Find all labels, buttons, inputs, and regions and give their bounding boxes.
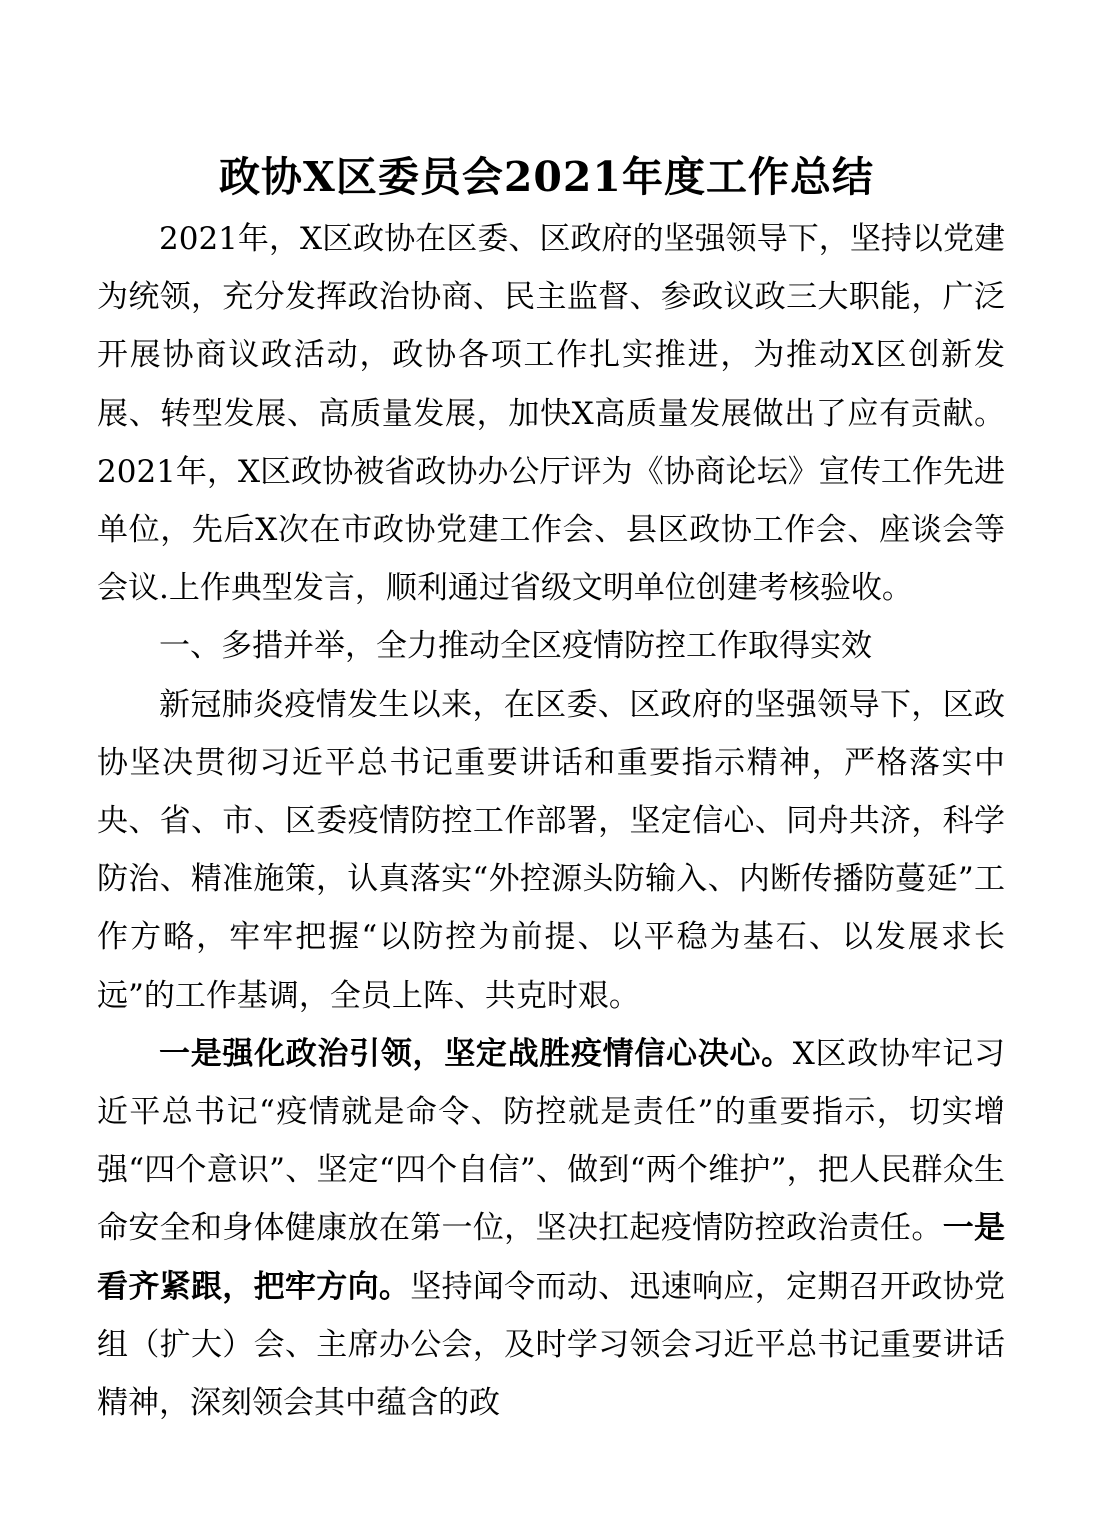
point-1-text: X区政协牢记习近平总书记“疫情就是命令、防控就是责任”的重要指示，切实增强“四个意识”、坚定“四个自信”、做到“两个维护”，把人民群众生命安全和身体健康放在第一位，坚决扛起疫情防控政治责任。 (97, 1035, 1006, 1247)
section-heading-1: 一、多措并举，全力推动全区疫情防控工作取得实效 (159, 628, 872, 665)
point-1-sub-bold-lead: 一是看齐紧跟，把牢方向。 (97, 1210, 1006, 1305)
point-1-sub-text: 坚持闻令而动、迅速响应，定期召开政协党组（扩大）会、主席办公会，及时学习领会习近平总书记重要讲话精神，深刻领会其中蕴含的政 (97, 1268, 1006, 1422)
intro-paragraph: 2021年，X区政协在区委、区政府的坚强领导下，坚持以党建为统领，充分发挥政治协商、民主监督、参政议政三大职能，广泛开展协商议政活动，政协各项工作扎实推进，为推动X区创新发展、转型发展、高质量发展，加快X高质量发展做出了应有贡献。2021年，X区政协被省政协办公厅评为《协商论坛》宣传工作先进单位，先后X次在市政协党建工作会、县区政协工作会、座谈会等会议.上作典型发言，顺利通过省级文明单位创建考核验收。 (97, 221, 1005, 607)
point-1-paragraph (97, 1025, 1005, 1432)
point-1-bold-lead: 一是强化政治引领，坚定战胜疫情信心决心。 (159, 1035, 793, 1072)
document-title: 政协X区委员会2021年度工作总结 (219, 153, 874, 201)
document-body (97, 210, 1005, 1432)
section-1-paragraph: 新冠肺炎疫情发生以来，在区委、区政府的坚强领导下，区政协坚决贯彻习近平总书记重要讲话和重要指示精神，严格落实中央、省、市、区委疫情防控工作部署，坚定信心、同舟共济，科学防治、精准施策，认真落实“外控源头防输入、内断传播防蔓延”工作方略，牢牢把握“以防控为前提、以平稳为基石、以发展求长远”的工作基调，全员上阵、共克时艰。 (97, 686, 1005, 1014)
